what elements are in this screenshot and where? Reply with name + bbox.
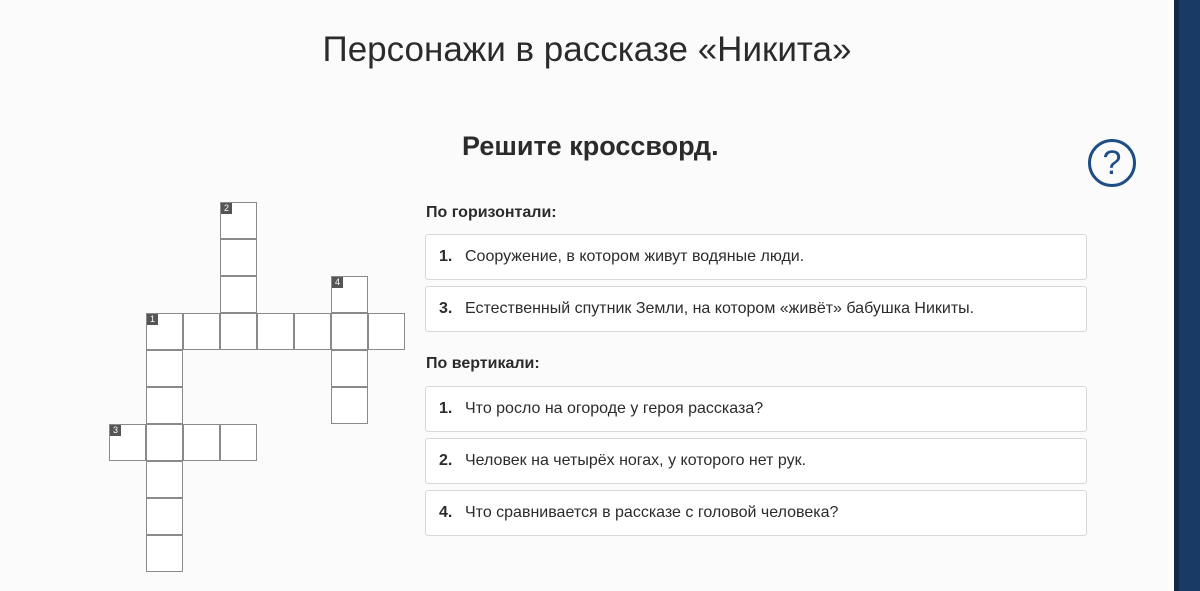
- page-title: Персонажи в рассказе «Никита»: [322, 30, 852, 69]
- crossword-cell[interactable]: [257, 313, 294, 350]
- question-mark-icon: ?: [1102, 144, 1122, 182]
- clue-text: Что росло на огороде у героя рассказа?: [465, 400, 764, 417]
- crossword-cell[interactable]: [109, 424, 146, 461]
- crossword-cell[interactable]: [220, 202, 257, 239]
- vertical-clues-heading: По вертикали:: [426, 355, 540, 372]
- clue-number: 1.: [439, 248, 453, 265]
- crossword-cell[interactable]: [220, 239, 257, 276]
- clue-number-2: 2: [221, 203, 232, 214]
- clue-text: Естественный спутник Земли, на котором «живёт» бабушка Никиты.: [465, 300, 975, 317]
- clue-text: Сооружение, в котором живут водяные люди.: [465, 248, 805, 265]
- crossword-cell[interactable]: [331, 276, 368, 313]
- clue-across-1[interactable]: [425, 234, 1087, 280]
- crossword-cell[interactable]: [331, 350, 368, 387]
- clue-number: 2.: [439, 452, 453, 469]
- crossword-cell[interactable]: [146, 461, 183, 498]
- crossword-cell[interactable]: [183, 313, 220, 350]
- crossword-cell[interactable]: [331, 387, 368, 424]
- crossword-cell[interactable]: [146, 424, 183, 461]
- clue-text: Что сравнивается в рассказе с головой человека?: [465, 504, 839, 521]
- crossword-cell[interactable]: [146, 350, 183, 387]
- crossword-cell[interactable]: [368, 313, 405, 350]
- clue-number-1: 1: [147, 314, 158, 325]
- crossword-cell[interactable]: [220, 424, 257, 461]
- crossword-cell[interactable]: [146, 313, 183, 350]
- task-instruction: Решите кроссворд.: [462, 131, 719, 161]
- right-sidebar: [1174, 0, 1200, 591]
- clue-down-2[interactable]: [425, 438, 1087, 484]
- crossword-cell[interactable]: [220, 276, 257, 313]
- crossword-cell[interactable]: [146, 498, 183, 535]
- crossword-cell[interactable]: [146, 535, 183, 572]
- clue-down-4[interactable]: [425, 490, 1087, 536]
- sidebar-stripe: [1174, 0, 1179, 591]
- clue-number-4: 4: [332, 277, 343, 288]
- horizontal-clues-heading: По горизонтали:: [426, 204, 557, 221]
- help-button[interactable]: [1088, 139, 1136, 187]
- clue-number: 3.: [439, 300, 453, 317]
- crossword-cell[interactable]: [220, 313, 257, 350]
- clue-number-3: 3: [110, 425, 121, 436]
- clue-text: Человек на четырёх ногах, у которого нет рук.: [465, 452, 807, 469]
- crossword-cell[interactable]: [183, 424, 220, 461]
- crossword-cell[interactable]: [331, 313, 368, 350]
- clue-number: 4.: [439, 504, 453, 521]
- clue-across-3[interactable]: [425, 286, 1087, 332]
- clue-down-1[interactable]: [425, 386, 1087, 432]
- crossword-cell[interactable]: [294, 313, 331, 350]
- clue-number: 1.: [439, 400, 453, 417]
- crossword-cell[interactable]: [146, 387, 183, 424]
